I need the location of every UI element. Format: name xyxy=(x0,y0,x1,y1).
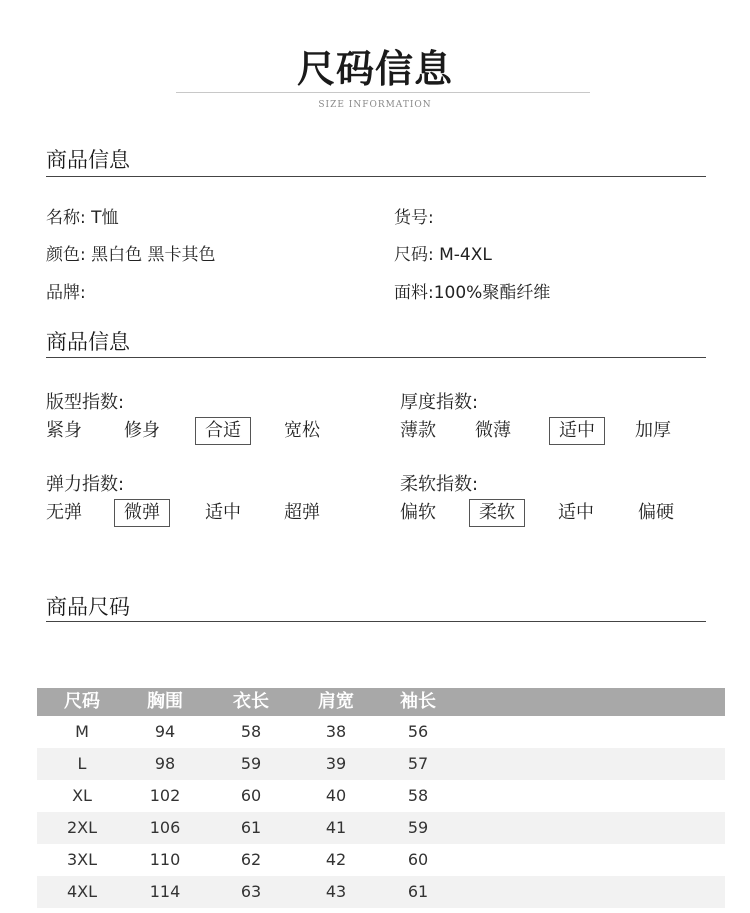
product-indices-title: 商品信息 xyxy=(46,330,130,354)
page-subtitle: SIZE INFORMATION xyxy=(318,100,432,110)
size-table xyxy=(37,688,725,908)
table-cell: 60 xyxy=(240,786,262,805)
fit-option: 修身 xyxy=(124,420,160,441)
elasticity-option: 超弹 xyxy=(284,502,320,523)
title-divider xyxy=(176,92,590,93)
page-title: 尺码信息 xyxy=(296,47,453,91)
table-row xyxy=(37,812,725,844)
table-cell: 62 xyxy=(240,850,262,869)
thickness-option: 加厚 xyxy=(635,420,671,441)
size-chart-divider xyxy=(46,621,706,622)
product-fabric: 面料:100%聚酯纤维 xyxy=(394,283,551,303)
softness-option-selected: 柔软 xyxy=(469,499,525,527)
product-info-title: 商品信息 xyxy=(46,148,130,172)
table-row xyxy=(37,748,725,780)
size-chart-title: 商品尺码 xyxy=(46,595,130,619)
table-cell: 59 xyxy=(407,818,429,837)
table-cell: M xyxy=(75,722,89,741)
table-cell: L xyxy=(77,754,87,773)
thickness-option-selected: 适中 xyxy=(549,417,605,445)
table-cell: 58 xyxy=(240,722,262,741)
product-item-no: 货号: xyxy=(394,208,434,228)
table-cell: 102 xyxy=(149,786,181,805)
elasticity-option-selected: 微弹 xyxy=(114,499,170,527)
product-size-range: 尺码: M-4XL xyxy=(394,245,492,265)
table-cell: 60 xyxy=(407,850,429,869)
table-row xyxy=(37,780,725,812)
elasticity-option: 无弹 xyxy=(46,502,82,523)
table-cell: 114 xyxy=(149,882,181,901)
product-brand: 品牌: xyxy=(46,283,86,303)
table-cell: 110 xyxy=(149,850,181,869)
table-row xyxy=(37,844,725,876)
table-cell: 2XL xyxy=(66,818,98,837)
table-cell: 41 xyxy=(325,818,347,837)
table-cell: 39 xyxy=(325,754,347,773)
table-cell: 61 xyxy=(240,818,262,837)
thickness-option: 微薄 xyxy=(475,420,511,441)
softness-option: 偏软 xyxy=(400,502,436,523)
column-header: 胸围 xyxy=(147,691,183,712)
softness-option: 适中 xyxy=(558,502,594,523)
elasticity-index-label: 弹力指数: xyxy=(46,474,125,495)
fit-option-selected: 合适 xyxy=(195,417,251,445)
column-header: 衣长 xyxy=(233,691,269,712)
table-row xyxy=(37,876,725,908)
table-cell: 56 xyxy=(407,722,429,741)
fit-option: 紧身 xyxy=(46,420,82,441)
column-header: 肩宽 xyxy=(318,691,354,712)
softness-index-label: 柔软指数: xyxy=(400,474,479,495)
fit-index-label: 版型指数: xyxy=(46,392,125,413)
size-table-header xyxy=(37,688,725,716)
column-header: 袖长 xyxy=(400,691,436,712)
table-cell: 40 xyxy=(325,786,347,805)
product-info-divider xyxy=(46,176,706,177)
thickness-option: 薄款 xyxy=(400,420,436,441)
fit-option: 宽松 xyxy=(284,420,320,441)
table-cell: 63 xyxy=(240,882,262,901)
table-cell: 61 xyxy=(407,882,429,901)
table-cell: 43 xyxy=(325,882,347,901)
product-indices-divider xyxy=(46,357,706,358)
table-cell: 59 xyxy=(240,754,262,773)
table-cell: 4XL xyxy=(66,882,98,901)
product-name: 名称: T恤 xyxy=(46,208,119,228)
table-cell: 42 xyxy=(325,850,347,869)
table-cell: 57 xyxy=(407,754,429,773)
table-cell: 58 xyxy=(407,786,429,805)
elasticity-option: 适中 xyxy=(205,502,241,523)
column-header: 尺码 xyxy=(64,691,100,712)
table-cell: 106 xyxy=(149,818,181,837)
table-cell: 94 xyxy=(154,722,176,741)
table-cell: XL xyxy=(72,786,92,805)
product-color: 颜色: 黑白色 黑卡其色 xyxy=(46,245,216,265)
thickness-index-label: 厚度指数: xyxy=(400,392,479,413)
table-cell: 3XL xyxy=(66,850,98,869)
softness-option: 偏硬 xyxy=(638,502,674,523)
table-row xyxy=(37,716,725,748)
table-cell: 38 xyxy=(325,722,347,741)
table-cell: 98 xyxy=(154,754,176,773)
